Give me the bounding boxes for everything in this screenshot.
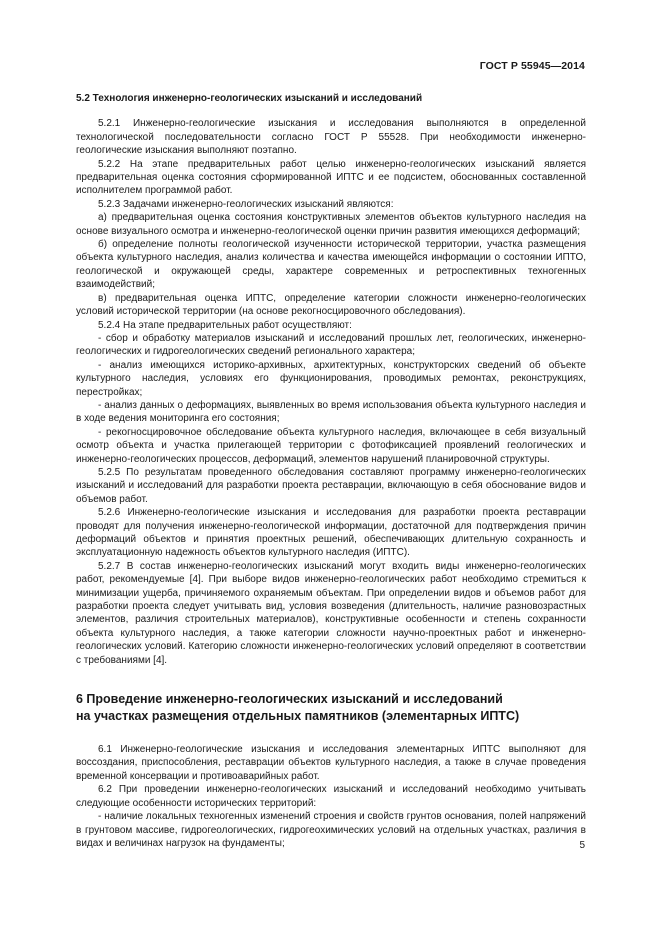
list-item: - анализ имеющихся историко-архивных, архитектурных, конструкторских сведений об объекте культурного наследия, условиях его функционирования, проводимых ремонтах, реконструкциях, перестройках; — [76, 359, 586, 398]
list-item: - наличие локальных техногенных изменений строения и свойств грунтов основания, полей напряжений в грунтовом массиве, гидрогеологических, гидрогеохимических условий на отдельных участках, различия в видах и величинах нагрузок на фундаменты; — [76, 811, 586, 849]
subsection-title: 5.2 Технология инженерно-геологических изысканий и исследований — [76, 93, 423, 104]
paragraph: 5.2.4 На этапе предварительных работ осуществляют: — [98, 319, 352, 331]
paragraph: 5.2.2 На этапе предварительных работ целью инженерно-геологических изысканий является предварительная оценка состояния сформированной ИПТС и ее подсистем, обоснованных составленной исполнителем программой работ. — [76, 158, 586, 197]
paragraph: 5.2.5 По результатам проведенного обследования составляют программу инженерно-геологических изысканий и исследований для разработки проекта реставрации, включающую в себя обоснование видов и объемов работ. — [76, 466, 586, 505]
list-item: - сбор и обработку материалов изысканий и исследований прошлых лет, геологических, инженерно-геологических и гидрогеологических сведений регионального характера; — [76, 332, 586, 358]
document-standard-number: ГОСТ Р 55945—2014 — [479, 60, 585, 72]
list-item: - анализ данных о деформациях, выявленных во время использования объекта культурного наследия и в ходе ведения мониторинга его состояния; — [76, 399, 586, 425]
list-item: в) предварительная оценка ИПТС, определение категории сложности инженерно-геологических условий исторической территории (на основе рекогносцировочного обследования). — [76, 292, 586, 318]
section-title-line: на участках размещения отдельных памятников (элементарных ИПТС) — [76, 709, 520, 724]
list-item: а) предварительная оценка состояния конструктивных элементов объектов культурного наследия на основе визуального осмотра и инженерно-геологической оценки причин развития имеющихся деформаций; — [76, 212, 586, 237]
paragraph: 5.2.3 Задачами инженерно-геологических изысканий являются: — [98, 198, 394, 210]
list-item: - рекогносцировочное обследование объекта культурного наследия, включающее в себя визуальный осмотр объекта и участка прилегающей территории с фотофиксацией проявлений геологических и инженерно-геологических процессов, деформаций, элементов нарушений планировочной структуры. — [76, 426, 586, 465]
paragraph: 5.2.1 Инженерно-геологические изыскания и исследования выполняются в определенной технологической последовательности согласно ГОСТ Р 55528. При необходимости инженерно-геологические изыскания выполняют поэтапно. — [76, 118, 586, 157]
section-title — [76, 691, 586, 725]
paragraph: 5.2.6 Инженерно-геологические изыскания и исследования для разработки проекта реставрации проводят для получения инженерно-геологической информации, достаточной для подтверждения причин деформаций объектов и принятия проектных решений, обеспечивающих длительную сохранность и эксплуатационную надежность объектов культурного наследия (ИПТС). — [76, 507, 586, 559]
page-number: 5 — [579, 840, 585, 851]
paragraph: 5.2.7 В состав инженерно-геологических изысканий могут входить виды инженерно-геологических работ, рекомендуемые [4]. При выборе видов инженерно-геологических работ необходимо стремиться к минимизации ущерба, причиняемого охраняемым объектам. При определении видов и объемов работ для разработки проекта следует учитывать вид, условия возведения (длительность, наличие разновозрастных элементов, различия строительных материалов), конструктивные особенности и степень сохранности объекта культурного наследия, а также категории сложности научно-проектных работ и инженерно-геологических условий. Категорию сложности инженерно-геологических условий определяют в соответствии с требованиями [4]. — [76, 560, 586, 666]
section-title-line: 6 Проведение инженерно-геологических изысканий и исследований — [76, 692, 503, 707]
paragraph: 6.1 Инженерно-геологические изыскания и исследования элементарных ИПТС выполняют для воссоздания, приспособления, реставрации объектов культурного наследия, а также в случае проведения временной консервации и противоаварийных работ. — [76, 744, 586, 782]
list-item: б) определение полноты геологической изученности исторической территории, участка размещения объекта культурного наследия, анализ количества и качества имеющейся информации о состоянии ИПТО, геологической и окружающей среды, характере современных и ретроспективных техногенных взаимодействий; — [76, 239, 586, 291]
document-body — [76, 92, 586, 850]
paragraph: 6.2 При проведении инженерно-геологических изысканий и исследований необходимо учитывать следующие особенности исторических территорий: — [76, 784, 586, 809]
